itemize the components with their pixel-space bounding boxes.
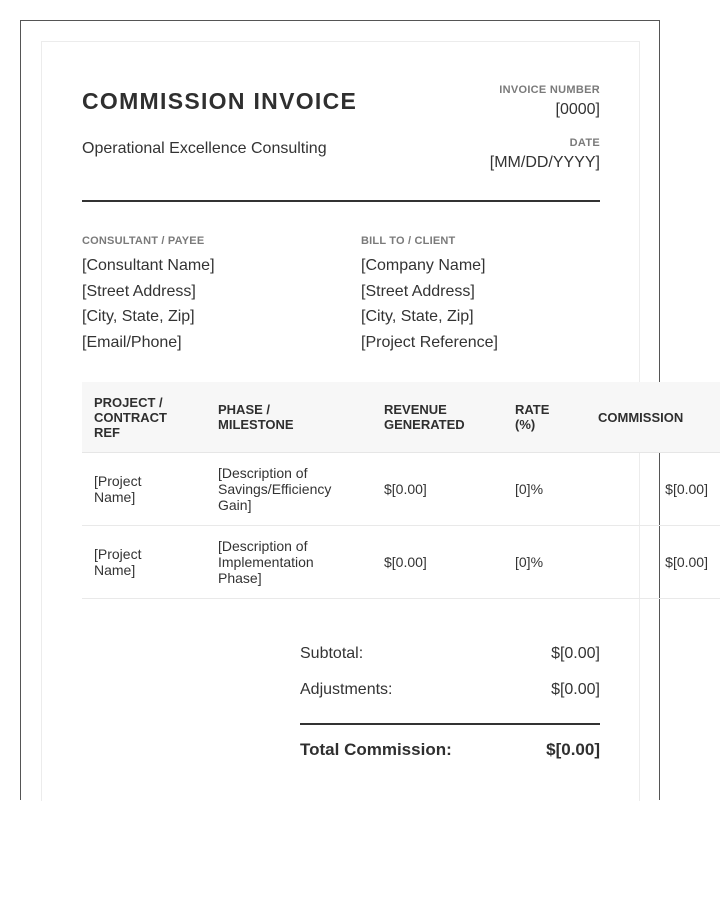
- header-revenue-line: REVENUE: [384, 402, 447, 417]
- cell-revenue: $[0.00]: [372, 453, 503, 526]
- adjustments-label: Adjustments:: [300, 681, 393, 698]
- subtotal-label: Subtotal:: [300, 645, 364, 662]
- cell-commission: $[0.00]: [586, 453, 720, 526]
- cell-project: [82, 526, 206, 599]
- header-phase-line: MILESTONE: [218, 417, 294, 432]
- header-phase: [206, 382, 372, 453]
- cell-project-line: [Project: [94, 546, 142, 562]
- subtotal-value: $[0.00]: [551, 645, 600, 662]
- adjustments-value: $[0.00]: [551, 681, 600, 698]
- header-revenue-line: GENERATED: [384, 417, 465, 432]
- consultant-street: [Street Address]: [82, 282, 196, 300]
- client-city: [City, State, Zip]: [361, 308, 474, 325]
- consultant-city: [City, State, Zip]: [82, 308, 195, 325]
- cell-phase-line: Implementation: [218, 554, 314, 570]
- cell-phase-line: Gain]: [218, 497, 252, 513]
- subtotal-row: [300, 645, 600, 681]
- header-project-line: REF: [94, 424, 120, 440]
- client-project-reference: [Project Reference]: [361, 333, 498, 351]
- cell-phase-line: [Description of: [218, 538, 308, 554]
- cell-project-line: Name]: [94, 562, 136, 578]
- cell-project: [82, 453, 206, 526]
- totals-section: [300, 645, 600, 775]
- invoice-number-label: INVOICE NUMBER: [499, 84, 600, 96]
- cell-rate: [0]%: [503, 453, 586, 526]
- table-row: [82, 453, 720, 526]
- client-block: [361, 235, 498, 355]
- consultant-label: CONSULTANT / PAYEE: [82, 235, 205, 247]
- total-commission-row: [300, 723, 600, 775]
- cell-phase: [206, 526, 372, 599]
- header-rate-line: (%): [515, 417, 536, 432]
- client-street: [Street Address]: [361, 282, 475, 300]
- invoice-date-block: [490, 137, 600, 172]
- total-commission-label: Total Commission:: [300, 740, 452, 759]
- cell-revenue: $[0.00]: [372, 526, 503, 599]
- table-header-row: [82, 382, 720, 453]
- consultant-contact: [Email/Phone]: [82, 333, 182, 351]
- header-phase-line: PHASE /: [218, 402, 271, 417]
- header-revenue: [372, 382, 503, 453]
- header-project: [82, 382, 206, 453]
- company-name: Operational Excellence Consulting: [82, 140, 327, 157]
- client-company: [Company Name]: [361, 257, 486, 274]
- cell-phase-line: Phase]: [218, 570, 262, 586]
- parties-section: [82, 202, 600, 382]
- invoice-content: [82, 42, 708, 759]
- table-row: [82, 526, 720, 599]
- header-rate: [503, 382, 586, 453]
- invoice-number-value: [0000]: [555, 101, 600, 118]
- consultant-block: [82, 235, 215, 355]
- cell-commission: $[0.00]: [586, 526, 720, 599]
- cell-phase-line: [Description of: [218, 465, 308, 481]
- date-label: DATE: [569, 137, 600, 149]
- total-commission-value: $[0.00]: [546, 740, 600, 759]
- header-commission: COMMISSION: [586, 382, 720, 453]
- invoice-number-block: [499, 84, 600, 119]
- client-label: BILL TO / CLIENT: [361, 235, 456, 247]
- cell-project-line: [Project: [94, 473, 142, 489]
- date-value: [MM/DD/YYYY]: [489, 154, 600, 171]
- cell-phase-line: Savings/Efficiency: [218, 481, 332, 497]
- consultant-name: [Consultant Name]: [82, 257, 215, 274]
- cell-project-line: Name]: [94, 489, 136, 505]
- adjustments-row: [300, 681, 600, 717]
- invoice-header: [82, 42, 600, 202]
- cell-phase: [206, 453, 372, 526]
- invoice-title: COMMISSION INVOICE: [82, 88, 358, 114]
- header-project-line: PROJECT /: [94, 394, 163, 410]
- header-rate-line: RATE: [515, 402, 550, 417]
- cell-rate: [0]%: [503, 526, 586, 599]
- invoice-page: [41, 41, 708, 801]
- line-items-table: [82, 382, 720, 599]
- header-project-line: CONTRACT: [94, 409, 167, 425]
